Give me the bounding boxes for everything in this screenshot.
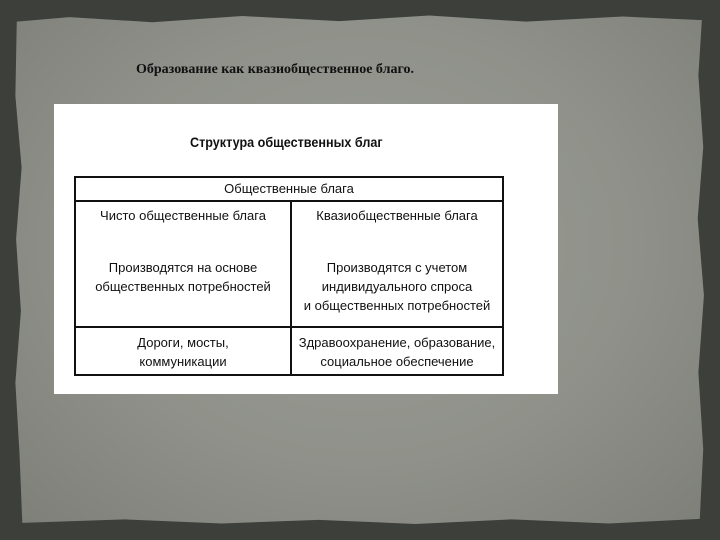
row-divider: [76, 326, 502, 328]
text-line: социальное обеспечение: [320, 354, 474, 369]
text-line: индивидуального спроса: [321, 279, 473, 294]
pure-examples-cell: [76, 333, 290, 371]
scanned-figure: [54, 104, 558, 394]
figure-title: Структура общественных благ: [190, 134, 383, 150]
quasi-production-cell: [292, 258, 502, 315]
text-line: Производятся на основе: [108, 260, 258, 275]
text-line: Дороги, мосты,: [137, 335, 229, 350]
pure-production-cell: [76, 258, 290, 296]
text-line: коммуникации: [139, 354, 227, 369]
text-line: и общественных потребностей: [303, 298, 491, 313]
slide-heading: Образование как квазиобщественное благо.: [136, 62, 414, 77]
column-title-quasi: Квазиобщественные блага: [316, 208, 478, 223]
text-line: Здравоохранение, образование,: [298, 335, 496, 350]
text-line: Производятся с учетом: [326, 260, 468, 275]
public-goods-table: [74, 176, 504, 376]
column-title-pure: Чисто общественные блага: [100, 208, 266, 223]
text-line: общественных потребностей: [95, 279, 271, 294]
table-header: Общественные блага: [76, 178, 502, 202]
quasi-examples-cell: [292, 333, 502, 371]
